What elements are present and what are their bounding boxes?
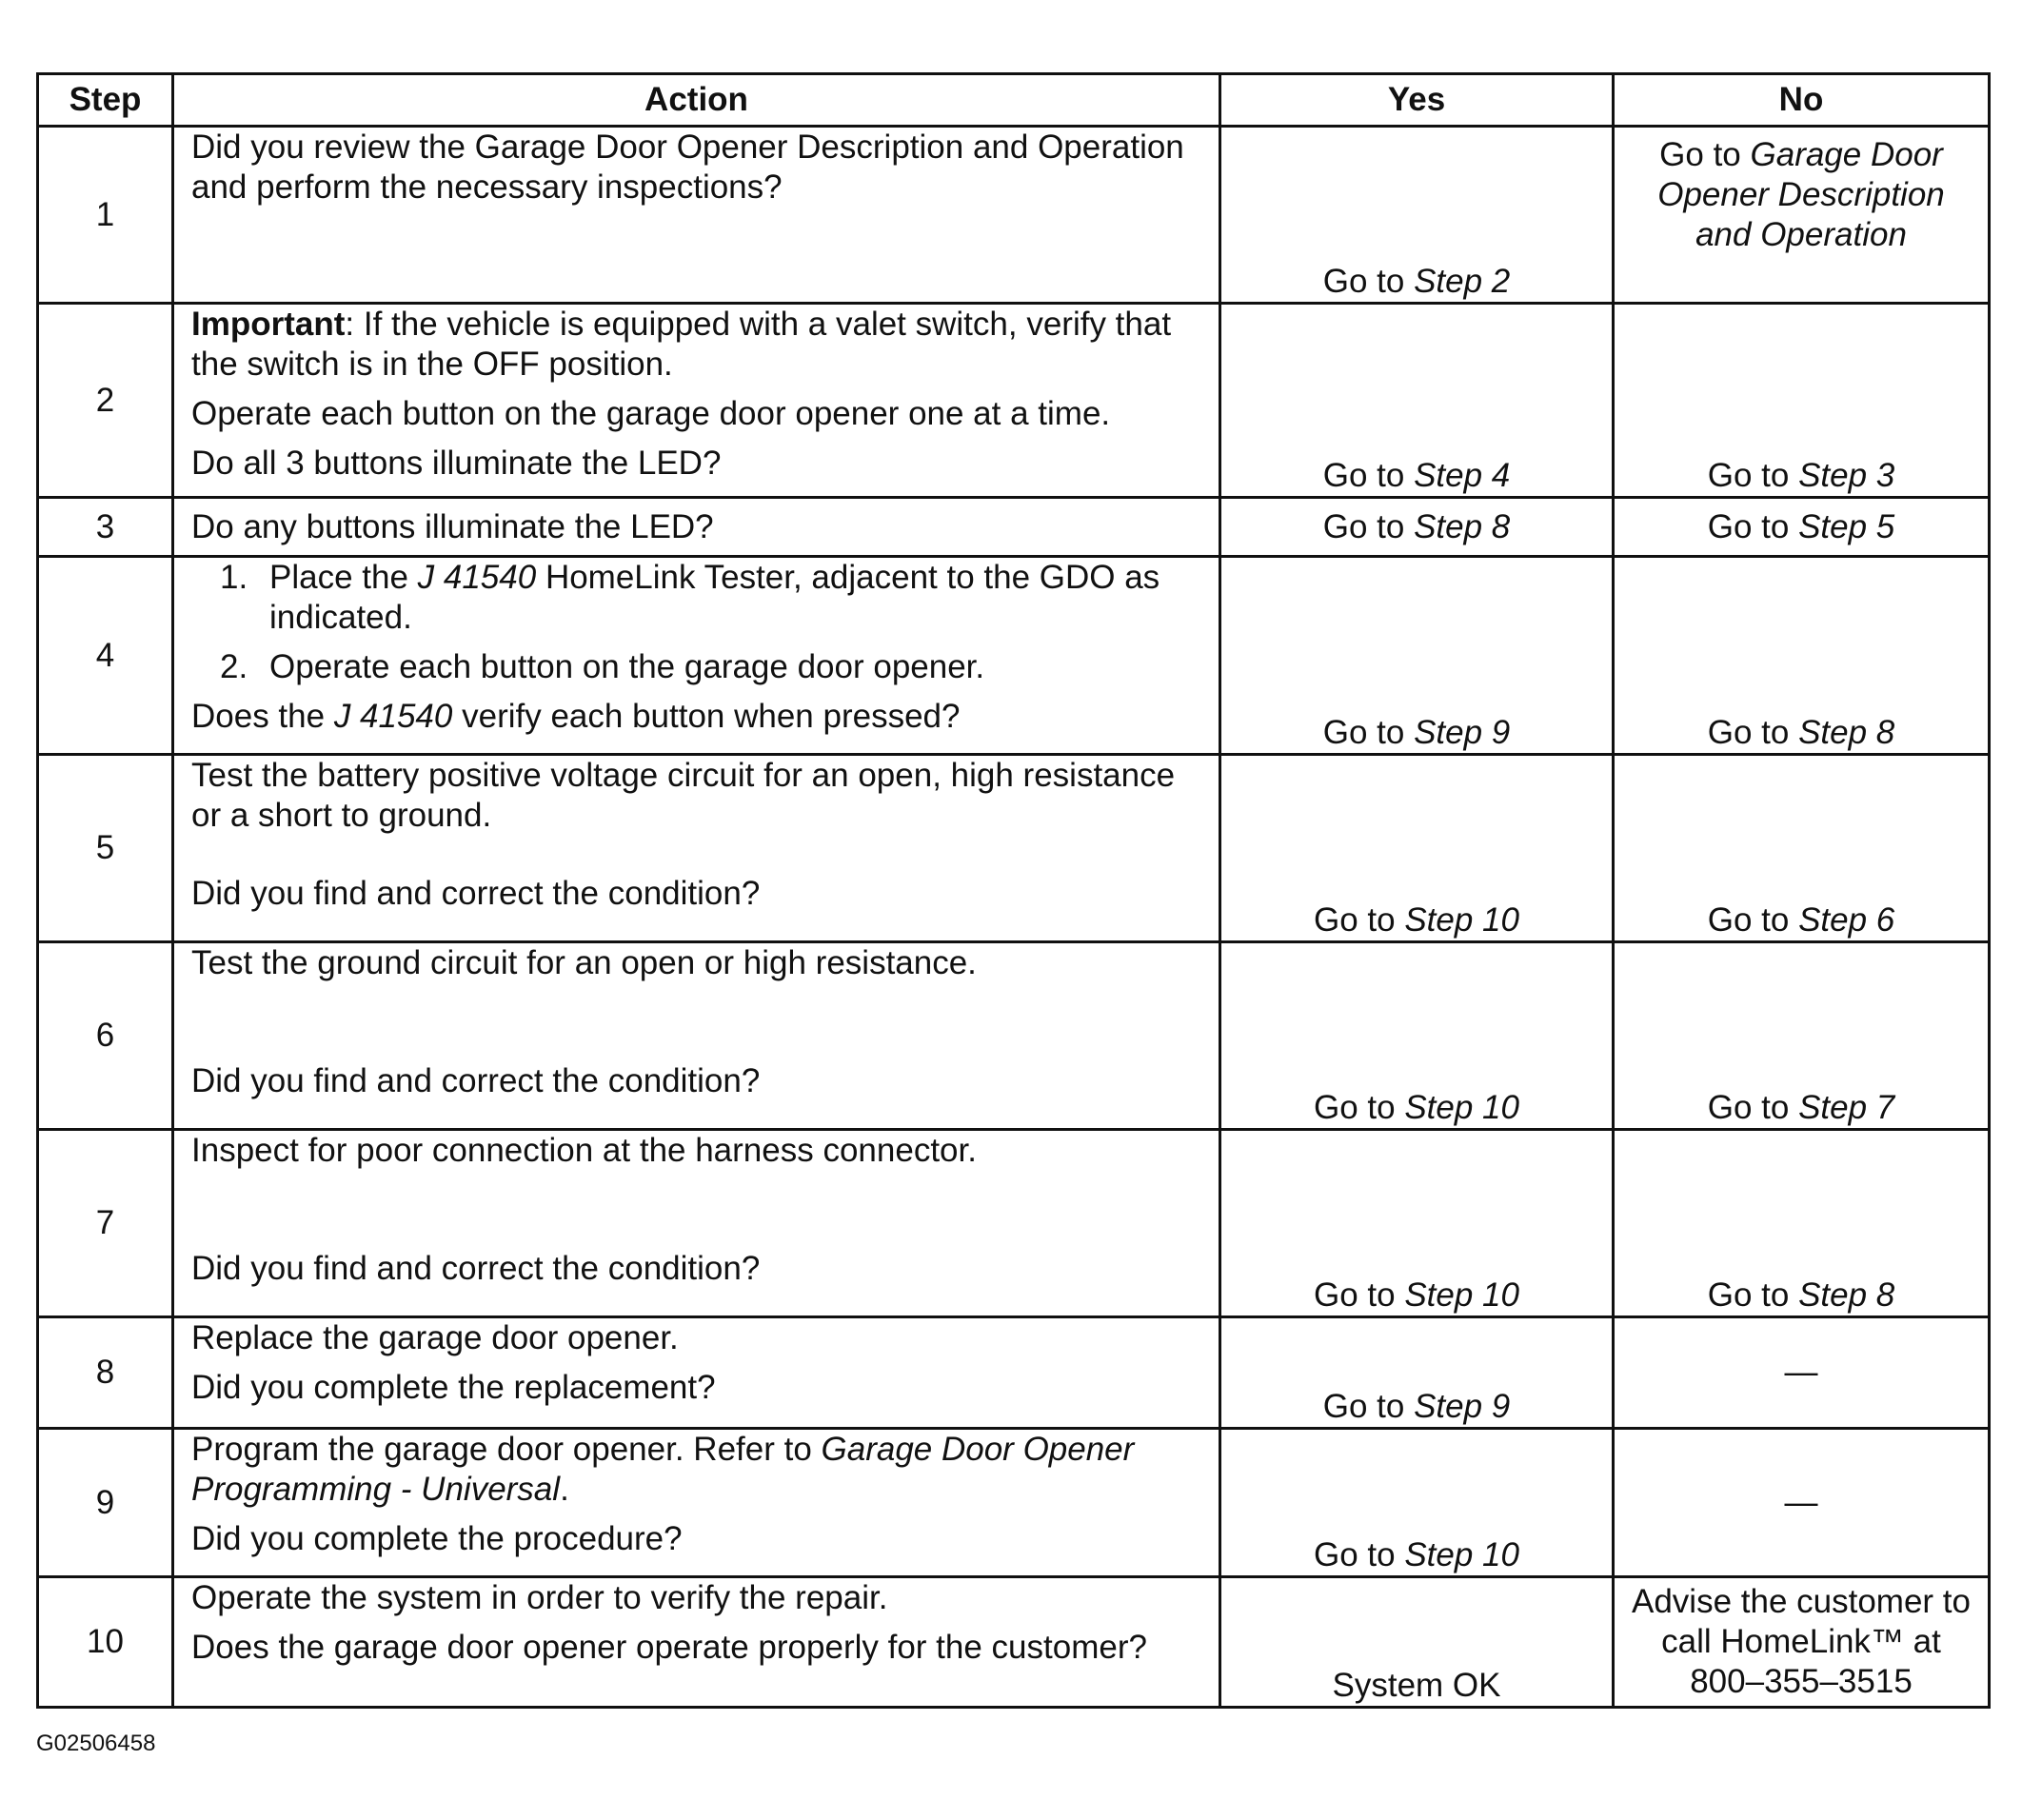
procedure-reference-link[interactable]: Garage Door Opener Programming - Universal [191,1431,1135,1508]
list-item [191,647,1201,687]
no-prefix: Go to [1707,1089,1799,1126]
no-cell [1614,1130,1990,1317]
action-text: Test the ground circuit for an open or high resistance. [191,944,977,981]
list-item [191,558,1201,638]
no-cell [1614,755,1990,942]
yes-step-link[interactable]: Step 2 [1414,263,1511,300]
yes-cell [1220,1429,1614,1577]
action-cell [173,755,1220,942]
action-text: Inspect for poor connection at the harness connector. [191,1132,977,1169]
table-row [38,557,1990,755]
procedure-list [191,558,1201,687]
step-number: 6 [38,942,173,1130]
step-number: 3 [38,498,173,557]
table-row [38,1317,1990,1429]
action-text-part: . [560,1471,569,1508]
action-text: Did you review the Garage Door Opener Description and Operation and perform the necessary inspections? [191,129,1184,206]
action-question: Do all 3 buttons illuminate the LED? [191,445,722,482]
yes-step-link[interactable]: Step 9 [1414,714,1511,751]
list-item-text: Operate each button on the garage door opener. [269,648,985,685]
action-cell [173,1130,1220,1317]
yes-prefix: Go to [1314,901,1405,939]
yes-step-link[interactable]: Step 10 [1404,1276,1519,1314]
no-cell: — [1614,1429,1990,1577]
yes-prefix: Go to [1314,1536,1405,1573]
table-row [38,127,1990,304]
action-question: Do any buttons illuminate the LED? [191,507,714,545]
yes-step-link[interactable]: Step 4 [1414,457,1511,494]
no-step-link[interactable]: Step 3 [1798,457,1895,494]
yes-cell [1220,498,1614,557]
table-row [38,1577,1990,1708]
step-number: 9 [38,1429,173,1577]
yes-cell: System OK [1220,1577,1614,1708]
action-text: Operate each button on the garage door opener one at a time. [191,395,1111,432]
diagnostic-table [36,72,1991,1709]
header-step: Step [38,74,173,127]
no-cell [1614,127,1990,304]
yes-prefix: Go to [1322,263,1415,300]
step-number: 1 [38,127,173,304]
no-step-link[interactable]: Step 5 [1798,507,1895,545]
no-cell [1614,304,1990,498]
list-item-text: HomeLink Tester, adjacent to the GDO as indicated. [269,559,1160,636]
step-number: 8 [38,1317,173,1429]
yes-cell [1220,1317,1614,1429]
no-cell [1614,498,1990,557]
important-note [191,305,1201,385]
no-prefix: Go to [1659,136,1751,173]
no-prefix: Go to [1707,507,1799,545]
yes-cell [1220,127,1614,304]
no-cell [1614,557,1990,755]
action-cell [173,1577,1220,1708]
yes-prefix: Go to [1322,1388,1415,1425]
no-reference-link[interactable]: Garage Door Opener Description and Operation [1657,136,1945,253]
yes-prefix: Go to [1314,1089,1405,1126]
list-item-number: 1. [220,559,248,596]
action-question: Did you find and correct the condition? [191,875,761,912]
no-step-link[interactable]: Step 8 [1798,1276,1895,1314]
action-text-part: Program the garage door opener. Refer to [191,1431,822,1468]
action-cell [173,1429,1220,1577]
table-row [38,1130,1990,1317]
step-number: 2 [38,304,173,498]
yes-cell [1220,942,1614,1130]
no-cell: — [1614,1317,1990,1429]
action-text: Replace the garage door opener. [191,1319,679,1356]
no-prefix: Go to [1707,901,1799,939]
header-row [38,74,1990,127]
no-prefix: Go to [1707,1276,1799,1314]
action-question: Did you find and correct the condition? [191,1062,761,1099]
no-step-link[interactable]: Step 6 [1798,901,1895,939]
yes-prefix: Go to [1322,507,1415,545]
action-cell [173,498,1220,557]
important-text: : If the vehicle is equipped with a valet switch, verify that the switch is in the OFF position. [191,306,1172,383]
step-number: 10 [38,1577,173,1708]
yes-step-link[interactable]: Step 10 [1404,1536,1519,1573]
yes-prefix: Go to [1322,457,1415,494]
action-text [191,1430,1201,1510]
action-question: Did you complete the replacement? [191,1369,716,1406]
action-cell [173,1317,1220,1429]
no-step-link[interactable]: Step 7 [1798,1089,1895,1126]
yes-prefix: Go to [1314,1276,1405,1314]
yes-cell [1220,755,1614,942]
list-item-number: 2. [220,648,248,685]
header-no: No [1614,74,1990,127]
action-question: Does the garage door opener operate properly for the customer? [191,1629,1147,1666]
tool-reference: J 41540 [333,698,453,735]
action-cell [173,127,1220,304]
action-cell [173,942,1220,1130]
no-prefix: Go to [1707,714,1799,751]
action-text: Test the battery positive voltage circuit for an open, high resistance or a short to ground. [191,757,1176,834]
action-question: Did you find and correct the condition? [191,1250,761,1287]
no-prefix: Go to [1707,457,1799,494]
yes-prefix: Go to [1322,714,1415,751]
step-number: 4 [38,557,173,755]
table-row [38,755,1990,942]
no-step-link[interactable]: Step 8 [1798,714,1895,751]
no-cell: Advise the customer to call HomeLink™ at 800–355–3515 [1614,1577,1990,1708]
action-cell [173,304,1220,498]
question-text: Does the [191,698,334,735]
list-item-text: Place the [269,559,418,596]
tool-reference: J 41540 [417,559,537,596]
yes-cell [1220,557,1614,755]
action-cell [173,557,1220,755]
table-row [38,942,1990,1130]
yes-step-link[interactable]: Step 9 [1414,1388,1511,1425]
header-yes: Yes [1220,74,1614,127]
action-question: Did you complete the procedure? [191,1520,683,1557]
table-row [38,1429,1990,1577]
yes-step-link[interactable]: Step 10 [1404,1089,1519,1126]
no-cell [1614,942,1990,1130]
table-row [38,498,1990,557]
yes-step-link[interactable]: Step 8 [1414,507,1511,545]
yes-cell [1220,1130,1614,1317]
action-text: Operate the system in order to verify the repair. [191,1579,888,1616]
table-row [38,304,1990,498]
figure-id: G02506458 [36,1731,156,1756]
header-action: Action [173,74,1220,127]
yes-cell [1220,304,1614,498]
yes-step-link[interactable]: Step 10 [1404,901,1519,939]
step-number: 7 [38,1130,173,1317]
question-text: verify each button when pressed? [452,698,961,735]
important-label: Important [191,306,346,343]
action-question [191,697,1201,737]
step-number: 5 [38,755,173,942]
